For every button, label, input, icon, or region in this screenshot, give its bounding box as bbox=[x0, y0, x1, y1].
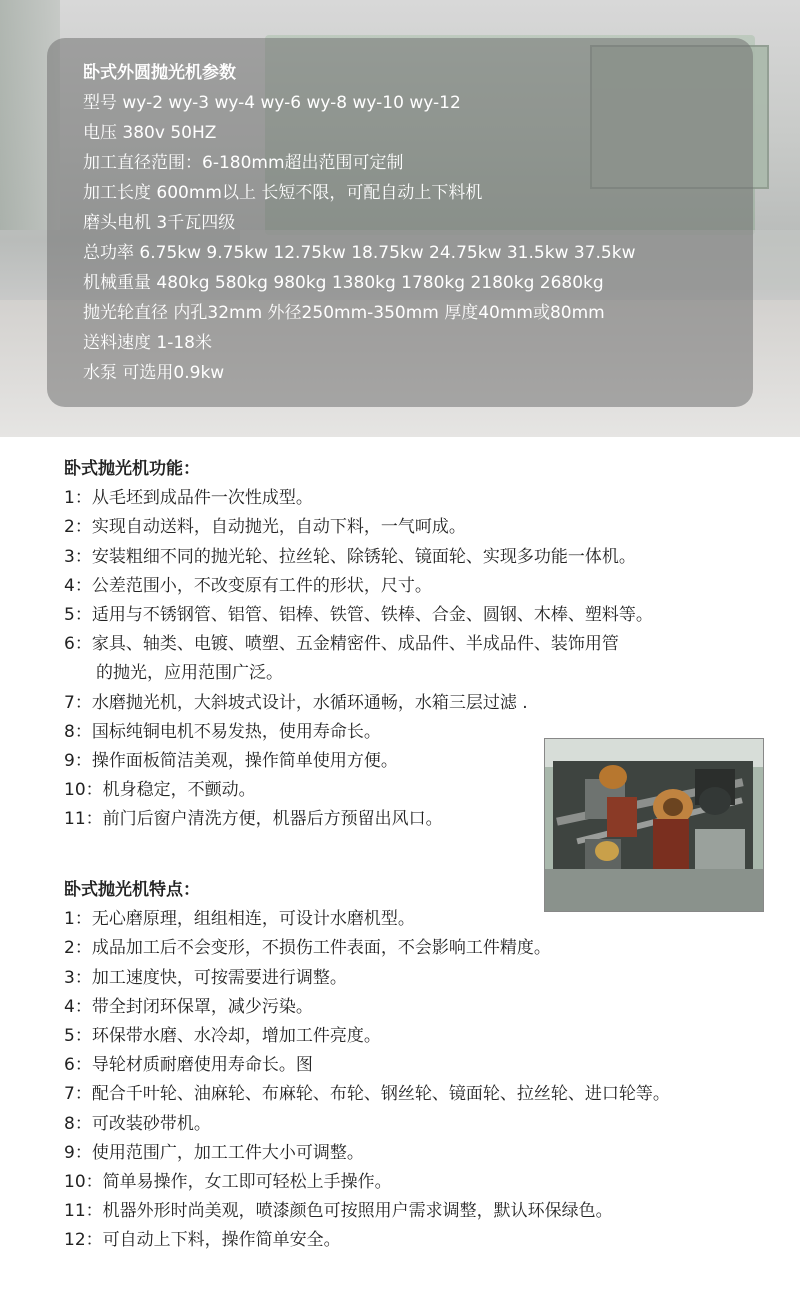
function-item: 3：安装粗细不同的抛光轮、拉丝轮、除锈轮、镜面轮、实现多功能一体机。 bbox=[64, 546, 636, 567]
function-item: 1：从毛坯到成品件一次性成型。 bbox=[64, 488, 313, 509]
spec-line: 磨头电机 3千瓦四级 bbox=[83, 213, 236, 233]
feature-item: 3：加工速度快，可按需要进行调整。 bbox=[64, 967, 347, 988]
spec-line: 总功率 6.75kw 9.75kw 12.75kw 18.75kw 24.75kw 31.5kw 37.5kw bbox=[83, 243, 636, 263]
spec-line: 水泵 可选用0.9kw bbox=[83, 363, 225, 383]
features-section bbox=[64, 876, 670, 1256]
feature-item: 8：可改装砂带机。 bbox=[64, 1113, 211, 1134]
feature-item: 5：环保带水磨、水冷却，增加工件亮度。 bbox=[64, 1026, 381, 1047]
function-item: 10：机身稳定，不颤动。 bbox=[64, 780, 256, 801]
spec-line: 电压 380v 50HZ bbox=[83, 123, 217, 143]
function-item: 2：实现自动送料，自动抛光，自动下料，一气呵成。 bbox=[64, 517, 466, 538]
function-item: 6：家具、轴类、电镀、喷塑、五金精密件、成品件、半成品件、装饰用管 bbox=[64, 634, 619, 655]
spec-line: 加工长度 600mm以上 长短不限，可配自动上下料机 bbox=[83, 183, 483, 203]
spec-line: 机械重量 480kg 580kg 980kg 1380kg 1780kg 2180kg 2680kg bbox=[83, 273, 604, 293]
spec-line: 型号 wy-2 wy-3 wy-4 wy-6 wy-8 wy-10 wy-12 bbox=[83, 93, 461, 113]
hero-machine-photo bbox=[0, 0, 800, 437]
function-item: 7：水磨抛光机，大斜坡式设计，水循环通畅，水箱三层过滤 . bbox=[64, 692, 528, 713]
feature-item: 2：成品加工后不会变形，不损伤工件表面，不会影响工件精度。 bbox=[64, 938, 551, 959]
feature-item: 11：机器外形时尚美观，喷漆颜色可按照用户需求调整，默认环保绿色。 bbox=[64, 1201, 613, 1222]
spec-list bbox=[83, 58, 635, 388]
feature-item: 1：无心磨原理，组组相连，可设计水磨机型。 bbox=[64, 909, 415, 930]
function-item-continuation: 的抛光，应用范围广泛。 bbox=[96, 663, 283, 684]
function-item: 4：公差范围小，不改变原有工件的形状，尺寸。 bbox=[64, 575, 432, 596]
feature-item: 7：配合千叶轮、油麻轮、布麻轮、布轮、钢丝轮、镜面轮、拉丝轮、进口轮等。 bbox=[64, 1084, 670, 1105]
feature-item: 4：带全封闭环保罩，减少污染。 bbox=[64, 996, 313, 1017]
spec-title: 卧式外圆抛光机参数 bbox=[83, 63, 236, 83]
function-item: 5：适用与不锈钢管、铝管、铝棒、铁管、铁棒、合金、圆钢、木棒、塑料等。 bbox=[64, 605, 653, 626]
feature-item: 9：使用范围广，加工工件大小可调整。 bbox=[64, 1142, 364, 1163]
feature-item: 12：可自动上下料，操作简单安全。 bbox=[64, 1230, 341, 1251]
feature-item: 10：简单易操作，女工即可轻松上手操作。 bbox=[64, 1172, 392, 1193]
spec-line: 加工直径范围：6-180mm超出范围可定制 bbox=[83, 153, 404, 173]
feature-item: 6：导轮材质耐磨使用寿命长。图 bbox=[64, 1055, 313, 1076]
functions-title: 卧式抛光机功能： bbox=[64, 459, 200, 479]
spec-line: 送料速度 1-18米 bbox=[83, 333, 212, 353]
function-item: 9：操作面板简洁美观，操作简单使用方便。 bbox=[64, 751, 398, 772]
function-item: 8：国标纯铜电机不易发热，使用寿命长。 bbox=[64, 721, 381, 742]
function-item: 11：前门后窗户清洗方便，机器后方预留出风口。 bbox=[64, 809, 443, 830]
spec-line: 抛光轮直径 内孔32mm 外径250mm-350mm 厚度40mm或80mm bbox=[83, 303, 605, 323]
features-title: 卧式抛光机特点： bbox=[64, 880, 200, 900]
